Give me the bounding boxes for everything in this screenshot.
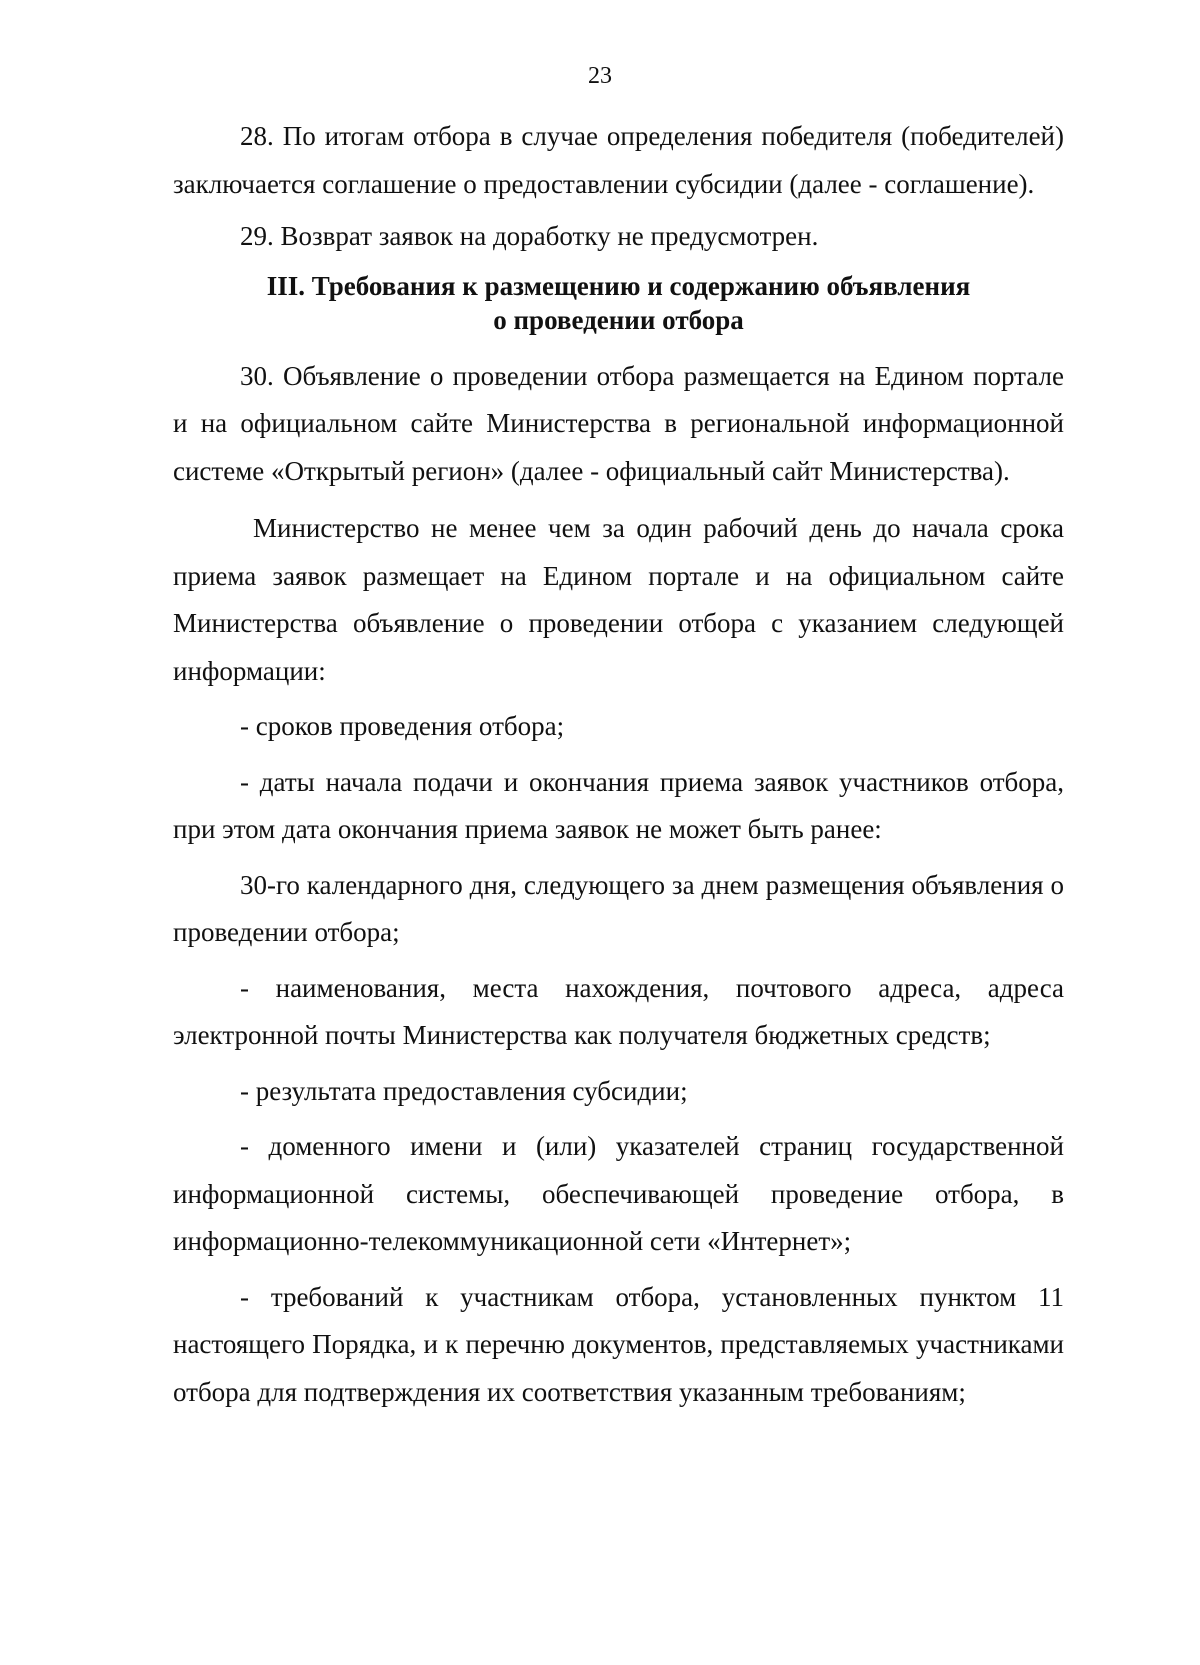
section-heading-line-1: III. Требования к размещению и содержанию объявления [266,270,971,301]
list-item-dates: - даты начала подачи и окончания приема заявок участников отбора, при этом дата окончания приема заявок не может быть ранее: [173,766,1064,844]
paragraph-28: 28. По итогам отбора в случае определения победителя (победителей) заключается соглашение о предоставлении субсидии (далее - соглашение). [173,121,1064,199]
section-heading-line-2: о проведении отбора [493,304,744,335]
page-number: 23 [588,63,612,89]
list-item-dates-continued: 30-го календарного дня, следующего за днем размещения объявления о проведении отбора; [173,869,1064,947]
list-item-name-address: - наименования, места нахождения, почтового адреса, адреса электронной почты Министерства как получателя бюджетных средств; [173,972,1064,1050]
paragraph-29: 29. Возврат заявок на доработку не предусмотрен. [240,221,819,251]
list-item-domain: - доменного имени и (или) указателей страниц государственной информационной системы, обеспечивающей проведение отбора, в информационно-телекоммуникационной сети «Интернет»; [173,1131,1064,1256]
paragraph-announcement: Министерство не менее чем за один рабочий день до начала срока приема заявок размещает на Едином портале и на официальном сайте Министерства объявление о проведении отбора с указанием следующей информации: [173,513,1064,686]
list-item-result: - результата предоставления субсидии; [240,1075,688,1106]
list-item-requirements: - требований к участникам отбора, установленных пунктом 11 настоящего Порядка, и к перечню документов, представляемых участниками отбора для подтверждения их соответствия указанным требованиям; [173,1281,1064,1407]
list-item-terms: - сроков проведения отбора; [240,711,565,741]
section-heading [173,269,1064,337]
paragraph-30: 30. Объявление о проведении отбора размещается на Едином портале и на официальном сайте Министерства в региональной информационной системе «Открытый регион» (далее - официальный сайт Министерства). [173,360,1064,486]
document-body [173,113,1064,1416]
